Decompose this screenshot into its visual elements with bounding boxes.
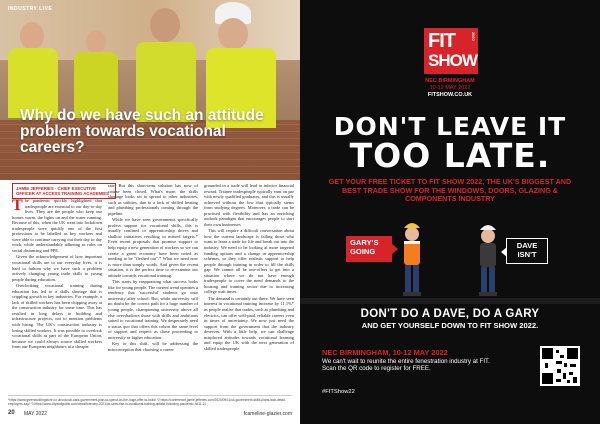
footnotes: *https://www.greenbuildingstore.co.uk/council-calls-government-plan-to-spend-on-the-huge-offer-to-build/ *2 https://conference-jamie-jefferies.com/2020/09/11/uk-government-skills-plans-lack-detail-employers-say/ *3 https://www.cityandguilds.com/news/february-2021/uk-sees-rise-in-vocational-training-uptake-following-pandemic-hd11-21 [8,395,292,406]
article-column-2 [108,183,198,353]
register-info: We can't wait to reunite the entire fenestration industry at FIT. Scan the QR code to register for FREE. [322,358,490,373]
venue: NEC BIRMINGHAM [425,78,475,84]
cta-subline: AND GET YOURSELF DOWN TO FIT SHOW 2022. [361,321,539,330]
advert-page [300,0,600,424]
section-tag: INDUSTRY LIVE [8,6,53,12]
illustration [300,204,600,304]
article-column-1 [12,198,102,351]
page-footer [8,410,292,420]
ad-headline-2: TOO LATE. [349,136,551,175]
paragraph: This starts by reappraising what success looks like for young people. The current trend operates a tendency that 'successful' students go onto university after school. But, while university will no doubt be the correct path for a huge number of young people, championing university above all else overshadows those with skills and ambitions suited to vocational training. We desperately need a status quo that offers this cohort the same level of support and respect as those proceeding to university or higher education. [108,279,198,340]
paragraph: Key to this shift, will be addressing the misconception that choosing a career [108,341,198,352]
paragraph: grounded in a trade will lead to inferior financial reward. Trainee tradespeople typically earn on par with newly qualified graduates, and this is usually achieved without the low that typically stems from studying degrees. Moreover, a trade can be practised with flexibility and has an enriching outlook paradigm that encourages people to start their own businesses. [204,183,294,227]
paragraph: rate. But this short-term solution has now of course been closed. What's more, the skills shortage looks set to spread to other industries, such as utilities, due to a lack of skilled heating and plumbing professionals coming through the pipeline. [108,183,198,216]
cta-headline: DON'T DO A DAVE, DO A GARY [360,308,540,320]
qr-code-icon[interactable] [540,346,580,386]
article-headline: Why do we have such an attitude problem towards vocational careers? [20,107,264,156]
ground-line [300,298,600,304]
logo-year: 2022 [471,32,476,41]
site-link[interactable]: FITSHOW.CO.UK [427,92,473,98]
article-column-3 [204,183,294,352]
page-number: 20 [8,410,15,416]
drop-cap: T [12,197,23,214]
byline: JAMIE JEFFERIES - CHIEF EXECUTIVE OFFICER AT ACCESS TRAINING ACADEMIES [12,183,116,199]
logo-show-text: SHOW [428,51,477,70]
dave-isnt-bubble: DAVE ISN'T [506,238,548,264]
fit-show-logo [424,28,478,74]
ad-headline-1: DON'T LEAVE IT [333,112,567,141]
logo-fit-text: FIT [428,30,455,52]
issue-date: MAY 2022 [24,411,47,417]
paragraph: While we have seen governments specifically profess support for vocational skills, this is usually confined to apprenticeship drives and shallow initiatives resulting in missed targets.* Even recent proposals that promise support to help equip a new generation of workers so we can create a green economy have been noted as needing to be "fleshed out".* What we need now is more than simply words. And given the recent situation, it is the perfect time to re-examine our attitude towards vocational training. [108,217,198,278]
gary-going-bubble: GARY'S GOING [346,236,392,262]
hashtag: #FITShow22 [322,389,355,395]
website-link[interactable]: fcameline-glazier.com [243,411,292,417]
paragraph: Overlooking vocational training during education has led to a skills shortage that is crippling growth in key industries. For example, a lack of skilled workers has been chipping away at the construction industry for some time. This has resulted in long delays to building and infrastructure projects, not to mention problems with hiring. The UK's construction industry is losing skilled workers. It was possible to overlook vocational skills as part of the European Union, because we could always source skilled workers from our European neighbours at a cheaper [12,283,102,350]
paragraph: he pandemic quickly highlighted that tradespeople are essential to our day-to-day lives. They are the people who keep our homes warm, the lights on and the water running. Because of this, when the UK went into lockdown tradespeople were quickly one of the first professions to be labelled as key workers and were able to continue carrying out their day to day work, while understandably adhering to rules on social distancing and PPE. [12,198,102,253]
paragraph: This will require a difficult conversation about how the current landscape is failing those who want to learn a trade for life and break out into the industry. We need to be looking at more targeted funding options and a change in apprenticeship schemes, so they offer realistic support to help people through training in order to fill the skills gap. We cannot all be one-offers to get into a situation where we do not have enough tradespeople to cover the need demands to the housing and training sector due to increasing college wait times. [204,228,294,295]
event-details: NEC BIRMINGHAM, 10-12 MAY 2022 [322,348,448,357]
paragraph: Given the acknowledgement of how important vocational skills are to our everyday lives, it is hard to fathom why we have such a problem actively changing young trade skills to young people during education. [12,254,102,282]
dave-figure [479,225,497,296]
dates: 10-12 MAY 2022 [429,85,471,91]
ticket-offer: GET YOUR FREE TICKET TO FIT SHOW 2022, THE UK'S BIGGEST AND BEST TRADE SHOW FOR THE WINDOWS, DOORS, GLAZING & COMPONENTS INDUSTRY [328,177,572,203]
paragraph: The demand is certainly out there. We have seen interest in vocational training increase by 11.1%* as people realise that trades, such as plumbing and electrics, can offer well-paid, reliable careers even in times of uncertainty. We now just need the support from the government that the industry deserves. With a little help, we can challenge misplaced attitudes towards vocational learning and equip the UK with the next generation of skilled tradespeople. [204,295,294,351]
gary-figure [403,223,421,296]
